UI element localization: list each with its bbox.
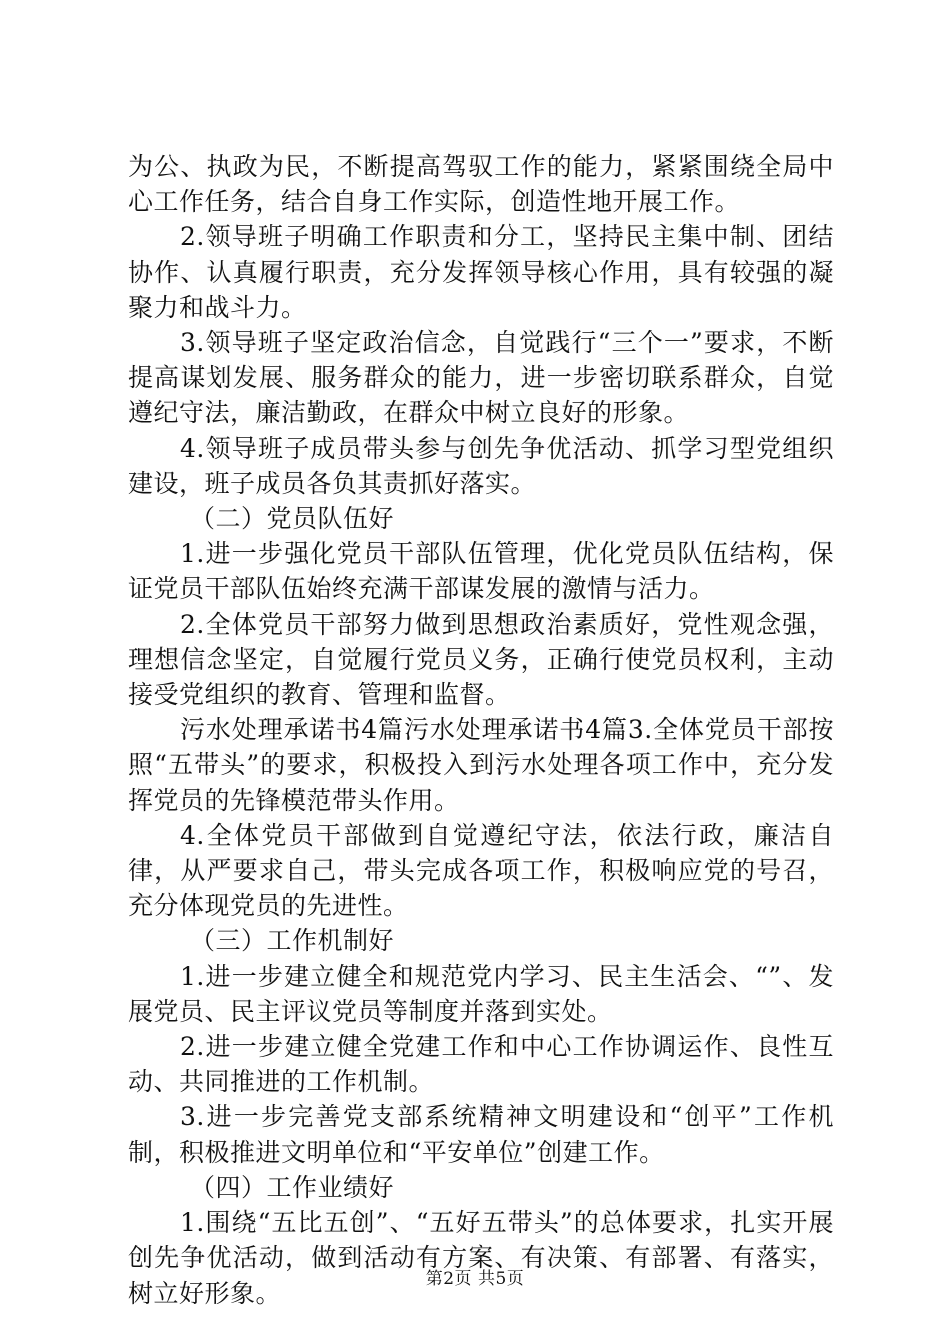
paragraph-item-1: 1.进一步强化党员干部队伍管理，优化党员队伍结构，保证党员干部队伍始终充满干部谋发展的激情与活力。 bbox=[128, 539, 834, 604]
page-number-footer: 第2页 共5页 bbox=[425, 1269, 525, 1289]
paragraph-item-1: 1.进一步建立健全和规范党内学习、民主生活会、“”、发展党员、民主评议党员等制度并落到实处。 bbox=[128, 961, 834, 1026]
paragraph-item-1: 1.围绕“五比五创”、“五好五带头”的总体要求，扎实开展创先争优活动，做到活动有方案、有决策、有部署、有落实，树立好形象。 bbox=[128, 1208, 834, 1308]
paragraph-item-3: 污水处理承诺书4篇污水处理承诺书4篇3.全体党员干部按照“五带头”的要求，积极投入到污水处理各项工作中，充分发挥党员的先锋模范带头作用。 bbox=[128, 715, 834, 815]
document-body bbox=[128, 149, 834, 1311]
paragraph-item-2: 2.进一步建立健全党建工作和中心工作协调运作、良性互动、共同推进的工作机制。 bbox=[128, 1032, 834, 1097]
section-heading-2: （二）党员队伍好 bbox=[190, 504, 395, 534]
paragraph-item-2: 2.领导班子明确工作职责和分工，坚持民主集中制、团结协作、认真履行职责，充分发挥领导核心作用，具有较强的凝聚力和战斗力。 bbox=[128, 222, 834, 322]
paragraph-item-4: 4.全体党员干部做到自觉遵纪守法，依法行政，廉洁自律，从严要求自己，带头完成各项工作，积极响应党的号召，充分体现党员的先进性。 bbox=[128, 820, 834, 921]
paragraph-item-3: 3.领导班子坚定政治信念，自觉践行“三个一”要求，不断提高谋划发展、服务群众的能力，进一步密切联系群众，自觉遵纪守法，廉洁勤政，在群众中树立良好的形象。 bbox=[128, 328, 834, 428]
section-heading-4: （四）工作业绩好 bbox=[190, 1172, 395, 1202]
paragraph-item-4: 4.领导班子成员带头参与创先争优活动、抓学习型党组织建设，班子成员各负其责抓好落实。 bbox=[128, 433, 834, 498]
section-heading-3: （三）工作机制好 bbox=[190, 926, 395, 956]
paragraph-item-2: 2.全体党员干部努力做到思想政治素质好，党性观念强，理想信念坚定，自觉履行党员义务，正确行使党员权利，主动接受党组织的教育、管理和监督。 bbox=[128, 609, 834, 710]
paragraph-continuation: 为公、执政为民，不断提高驾驭工作的能力，紧紧围绕全局中心工作任务，结合自身工作实际，创造性地开展工作。 bbox=[128, 152, 834, 217]
paragraph-item-3: 3.进一步完善党支部系统精神文明建设和“创平”工作机制，积极推进文明单位和“平安单位”创建工作。 bbox=[128, 1102, 834, 1167]
